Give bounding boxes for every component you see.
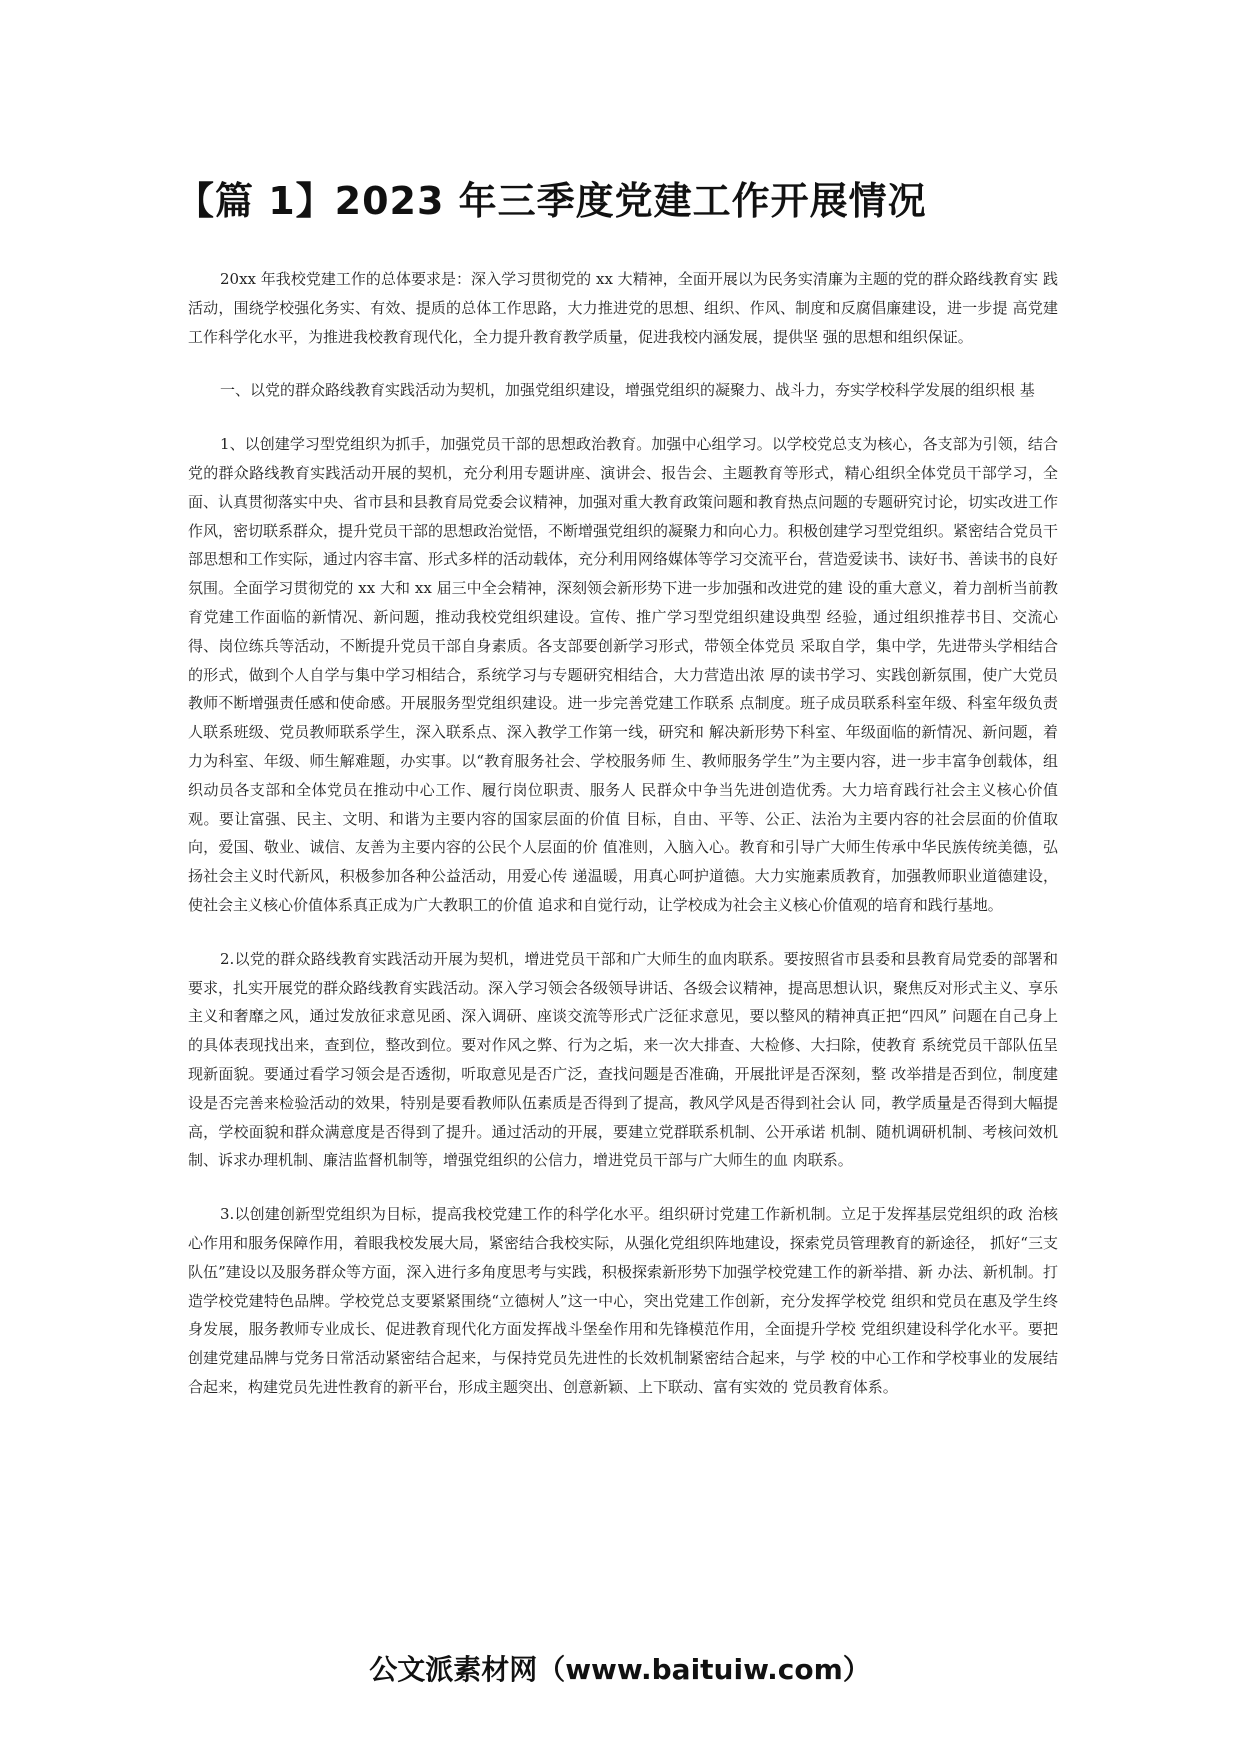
intro-paragraph: 20xx 年我校党建工作的总体要求是：深入学习贯彻党的 xx 大精神，全面开展以为民务实清廉为主题的党的群众路线教育实 践活动，围绕学校强化务实、有效、提质的总体工作思路，大力推进党的思想、组织、作风、制度和反腐倡廉建设，进一步提 高党建工作科学化水平，为推进我校教育现代化，全力提升教育教学质量，促进我校内涵发展，提供坚 强的思想和组织保证。 xyxy=(188,270,1058,346)
site-footer-watermark: 公文派素材网（www.baituiw.com） xyxy=(369,1653,871,1686)
body-paragraph-1: 1、以创建学习型党组织为抓手，加强党员干部的思想政治教育。加强中心组学习。以学校党总支为核心，各支部为引领，结合党的群众路线教育实践活动开展的契机，充分利用专题讲座、演讲会、报告会、主题教育等形式，精心组织全体党员干部学习，全面、认真贯彻落实中央、省市县和县教育局党委会议精神，加强对重大教育政策问题和教育热点问题的专题研究讨论，切实改进工作作风，密切联系群众，提升党员干部的思想政治觉悟，不断增强党组织的凝聚力和向心力。积极创建学习型党组织。紧密结合党员干部思想和工作实际，通过内容丰富、形式多样的活动载体，充分利用网络媒体等学习交流平台，营造爱读书、读好书、善读书的良好氛围。全面学习贯彻党的 xx 大和 xx 届三中全会精神，深刻领会新形势下进一步加强和改进党的建 设的重大意义，着力剖析当前教育党建工作面临的新情况、新问题，推动我校党组织建设。宣传、推广学习型党组织建设典型 经验，通过组织推荐书目、交流心得、岗位练兵等活动，不断提升党员干部自身素质。各支部要创新学习形式，带领全体党员 采取自学，集中学，先进带头学相结合的形式，做到个人自学与集中学习相结合，系统学习与专题研究相结合，大力营造出浓 厚的读书学习、实践创新氛围，使广大党员教师不断增强责任感和使命感。开展服务型党组织建设。进一步完善党建工作联系 点制度。班子成员联系科室年级、科室年级负责人联系班级、党员教师联系学生，深入联系点、深入教学工作第一线，研究和 解决新形势下科室、年级面临的新情况、新问题，着力为科室、年级、师生解难题，办实事。以“教育服务社会、学校服务师 生、教师服务学生”为主要内容，进一步丰富争创载体，组织动员各支部和全体党员在推动中心工作、履行岗位职责、服务人 民群众中争当先进创造优秀。大力培育践行社会主义核心价值观。要让富强、民主、文明、和谐为主要内容的国家层面的价值 目标，自由、平等、公正、法治为主要内容的社会层面的价值取向，爱国、敬业、诚信、友善为主要内容的公民个人层面的价 值准则，入脑入心。教育和引导广大师生传承中华民族传统美德，弘扬社会主义时代新风，积极参加各种公益活动，用爱心传 递温暖，用真心呵护道德。大力实施素质教育，加强教师职业道德建设，使社会主义核心价值体系真正成为广大教职工的价值 追求和自觉行动，让学校成为社会主义核心价值观的培育和践行基地。 xyxy=(188,435,1059,914)
document-body xyxy=(188,265,1058,1427)
document-title: 【篇 1】2023 年三季度党建工作开展情况 xyxy=(176,179,927,223)
section-heading-1: 一、以党的群众路线教育实践活动为契机，加强党组织建设，增强党组织的凝聚力、战斗力，夯实学校科学发展的组织根 基 xyxy=(220,381,1035,400)
body-paragraph-3: 3.以创建创新型党组织为目标，提高我校党建工作的科学化水平。组织研讨党建工作新机制。立足于发挥基层党组织的政 治核心作用和服务保障作用，着眼我校发展大局，紧密结合我校实际，从强化党组织阵地建设，探索党员管理教育的新途径， 抓好“三支队伍”建设以及服务群众等方面，深入进行多角度思考与实践，积极探索新形势下加强学校党建工作的新举措、新 办法、新机制。打造学校党建特色品牌。学校党总支要紧紧围绕“立德树人”这一中心，突出党建工作创新，充分发挥学校党 组织和党员在惠及学生终身发展，服务教师专业成长、促进教育现代化方面发挥战斗堡垒作用和先锋模范作用，全面提升学校 党组织建设科学化水平。要把创建党建品牌与党务日常活动紧密结合起来，与保持党员先进性的长效机制紧密结合起来，与学 校的中心工作和学校事业的发展结合起来，构建党员先进性教育的新平台，形成主题突出、创意新颖、上下联动、富有实效的 党员教育体系。 xyxy=(188,1205,1058,1396)
body-paragraph-2: 2.以党的群众路线教育实践活动开展为契机，增进党员干部和广大师生的血肉联系。要按照省市县委和县教育局党委的部署和要求，扎实开展党的群众路线教育实践活动。深入学习领会各级领导讲话、各级会议精神，提高思想认识，聚焦反对形式主义、享乐主义和奢靡之风，通过发放征求意见函、深入调研、座谈交流等形式广泛征求意见，要以整风的精神真正把“四风” 问题在自己身上的具体表现找出来，查到位，整改到位。要对作风之弊、行为之垢，来一次大排查、大检修、大扫除，使教育 系统党员干部队伍呈现新面貌。要通过看学习领会是否透彻，听取意见是否广泛，查找问题是否准确，开展批评是否深刻，整 改举措是否到位，制度建设是否完善来检验活动的效果，特别是要看教师队伍素质是否得到了提高，教风学风是否得到社会认 同，教学质量是否得到大幅提高，学校面貌和群众满意度是否得到了提升。通过活动的开展，要建立党群联系机制、公开承诺 机制、随机调研机制、考核问效机制、诉求办理机制、廉洁监督机制等，增强党组织的公信力，增进党员干部与广大师生的血 肉联系。 xyxy=(188,949,1059,1170)
